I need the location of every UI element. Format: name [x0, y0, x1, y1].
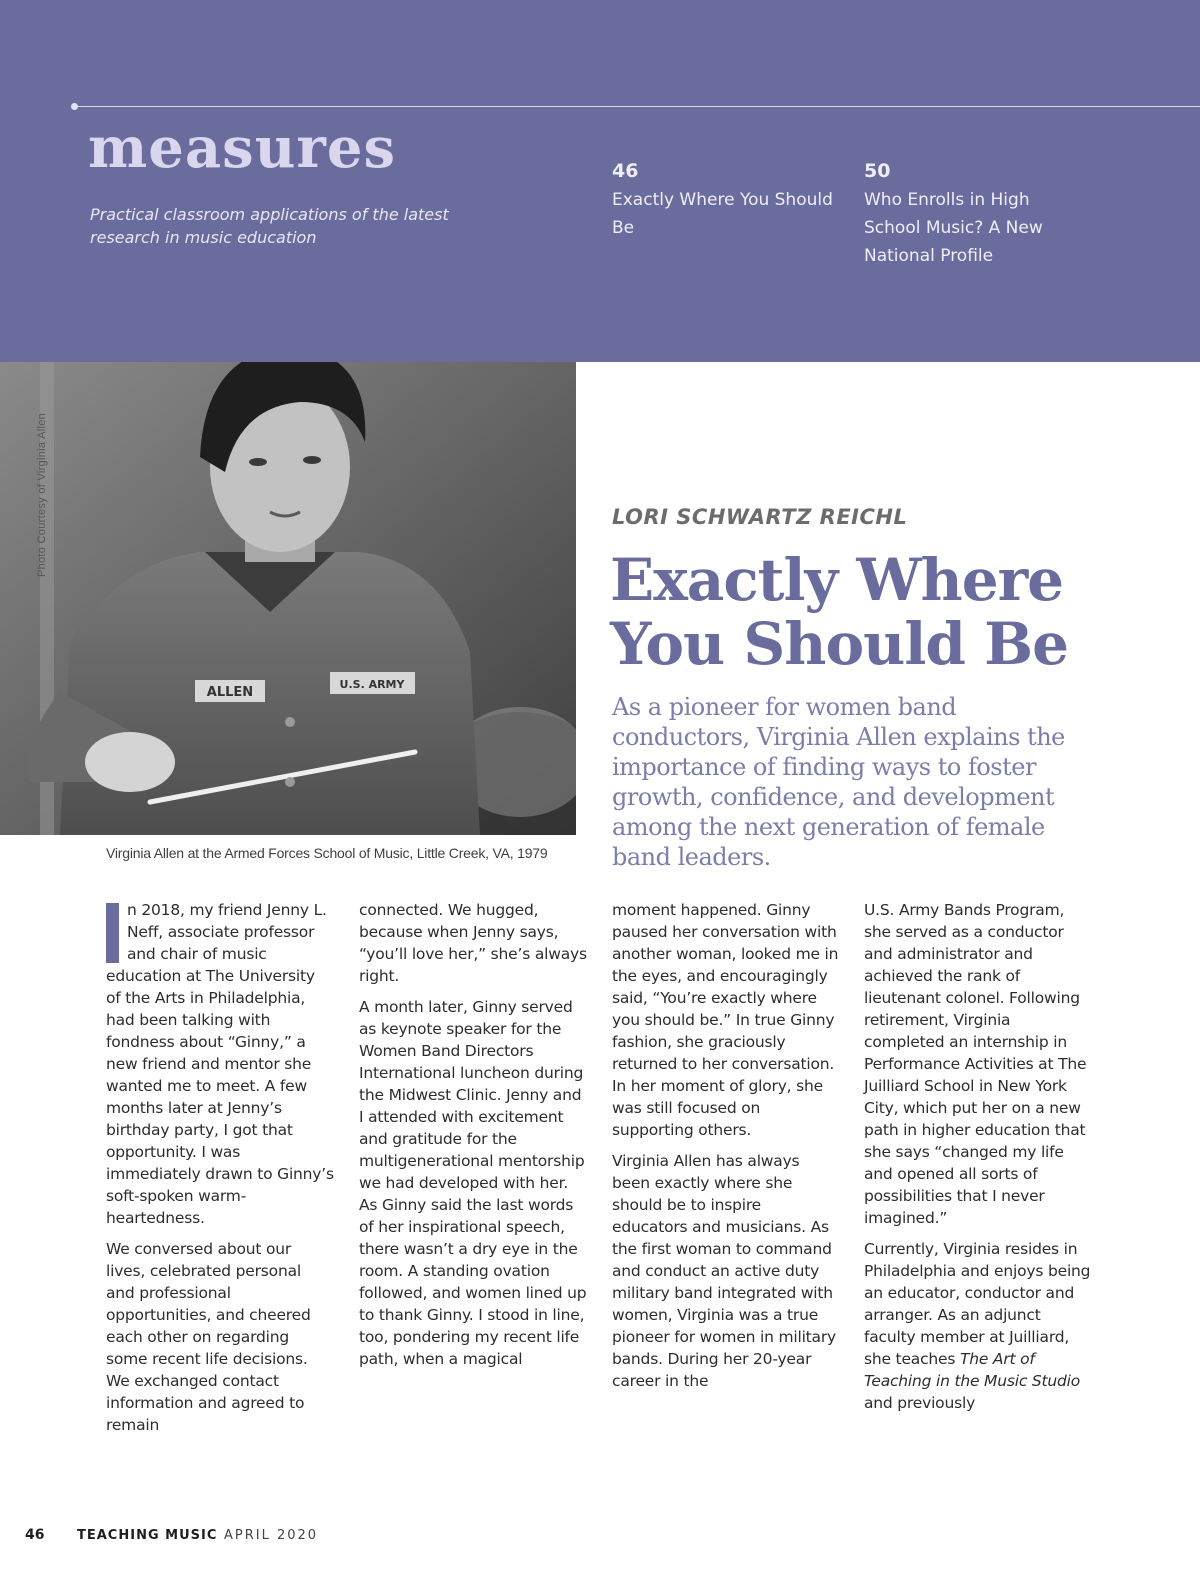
- footer-issue-date: APRIL 2020: [224, 1528, 319, 1543]
- body-paragraph: We conversed about our lives, celebrated personal and professional opportunities, and cheered each other on regarding some recent life decisions. We exchanged contact information and agreed to remain: [106, 1240, 311, 1434]
- body-column-1: [106, 899, 334, 1445]
- footer-publication: TEACHING MUSIC: [77, 1528, 218, 1543]
- paragraph-text: n 2018, my friend Jenny L. Neff, associate professor and chair of music education at The University of the Arts in Philadelphia, had been talking with fondness about “Ginny,” a new friend and mentor she wanted me to meet. A few months later at Jenny’s birthday party, I got that opportunity. I was immediately drawn to Ginny’s soft-spoken warm-heartedness.: [106, 901, 334, 1227]
- course-title: The Art of Teaching in the Music Studio: [864, 1350, 1081, 1390]
- army-tag-text: U.S. ARMY: [339, 678, 405, 691]
- conductor-photo-illustration: [0, 362, 576, 835]
- paragraph-text: and previously: [864, 1394, 976, 1412]
- photo-credit: Photo Courtesy of Virginia Allen: [36, 412, 48, 578]
- header-rule: [74, 106, 1200, 107]
- toc-page-number: 46: [612, 160, 639, 182]
- body-paragraph: connected. We hugged, because when Jenny says, “you’ll love her,” she’s always right.: [359, 901, 587, 985]
- footer-page-number: 46: [25, 1527, 45, 1543]
- drop-cap: [106, 903, 119, 963]
- toc-title: Who Enrolls in High School Music? A New National Profile: [864, 190, 1043, 266]
- body-paragraph: U.S. Army Bands Program, she served as a conductor and administrator and achieved the rank of lieutenant colonel. Following retirement, Virginia completed an internship in Performance Activities at The Juilliard School in New York City, which put her on a new path in higher education that she says “changed my life and opened all sorts of possibilities that I never imagined.”: [864, 901, 1087, 1227]
- section-name: measures: [88, 115, 397, 181]
- author-byline: LORI SCHWARTZ REICHL: [612, 505, 908, 529]
- photo-caption: Virginia Allen at the Armed Forces School of Music, Little Creek, VA, 1979: [106, 845, 548, 861]
- body-column-3: [612, 899, 840, 1401]
- body-paragraph: A month later, Ginny served as keynote speaker for the Women Band Directors International luncheon during the Midwest Clinic. Jenny and I attended with excitement and gratitude for the multigenerational mentorship we had developed with her. As Ginny said the last words of her inspirational speech, there wasn’t a dry eye in the room. A standing ovation followed, and women lined up to thank Ginny. I stood in line, too, pondering my recent life path, when a magical: [359, 998, 587, 1368]
- name-tag-text: ALLEN: [206, 685, 254, 700]
- body-paragraph: [864, 1238, 1092, 1414]
- conductor-photo: [0, 362, 576, 835]
- body-column-2: [359, 899, 587, 1379]
- body-paragraph: Virginia Allen has always been exactly where she should be to inspire educators and musicians. As the first woman to command and conduct an active duty military band integrated with women, Virginia was a true pioneer for women in military bands. During her 20-year career in the: [612, 1152, 837, 1390]
- body-column-4: [864, 899, 1092, 1423]
- header-rule-dot: [71, 103, 78, 110]
- body-paragraph: [106, 899, 334, 1229]
- body-paragraph: moment happened. Ginny paused her conversation with another woman, looked me in the eyes, and encouragingly said, “You’re exactly where you should be.” In true Ginny fashion, she graciously returned to her conversation. In her moment of glory, she was still focused on supporting others.: [612, 901, 839, 1139]
- toc-page-number: 50: [864, 160, 891, 182]
- paragraph-text: Currently, Virginia resides in Philadelphia and enjoys being an educator, conductor and arranger. As an adjunct faculty member at Juilliard, she teaches: [864, 1240, 1091, 1368]
- article-deck: As a pioneer for women band conductors, Virginia Allen explains the importance of finding ways to foster growth, confidence, and development among the next generation of female band leaders.: [612, 693, 1065, 871]
- toc-entry-46[interactable]: [612, 158, 842, 242]
- section-tagline: Practical classroom applications of the latest research in music education: [90, 205, 449, 247]
- toc-entry-50[interactable]: [864, 158, 1074, 270]
- article-headline: Exactly Where You Should Be: [610, 546, 1069, 678]
- toc-title: Exactly Where You Should Be: [612, 190, 833, 238]
